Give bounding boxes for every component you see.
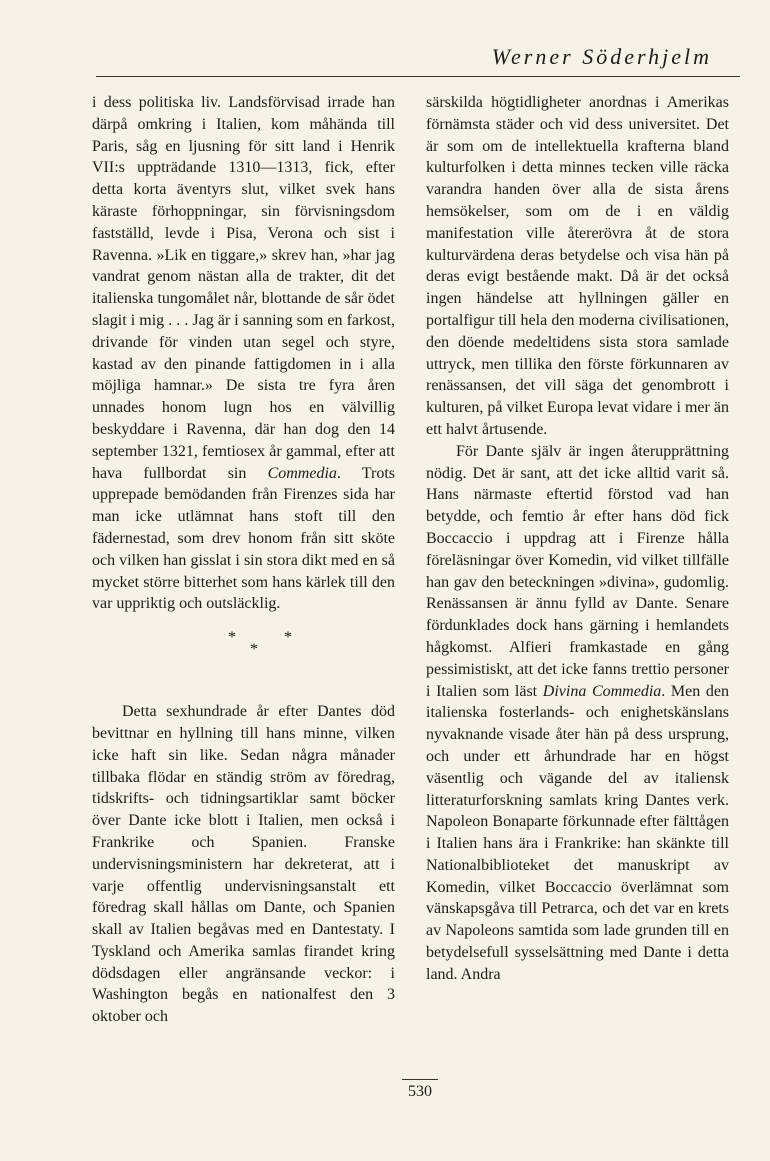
asterisk-3: * xyxy=(284,629,292,647)
left-paragraph-1: i dess politiska liv. Landsförvisad irrade han därpå omkring i Italien, kom måhända till Paris, såg en ljusning för sitt land i Henrik VII:s uppträdande 1310—1313, fick, efter detta korta äventyrs slut, vilket svek hans käraste förhoppningar, sin förvisningsdom fastställd, levde i Pisa, Verona och sist i Ravenna. »Lik en tiggare,» skrev han, »har jag vandrat genom nästan alla de trakter, dit det italienska tungomålet når, blottande de sår ödet slagit i mig . . . Jag är i sanning som en farkost, drivande för vinden utan segel och styre, kastad av den pinande fattigdomen in i alla möjliga hamnar.» De sista tre fyra åren unnades honom lugn hos en välvillig beskyddare i Ravenna, där han dog den 14 september 1321, femtiosex år gammal, efter att hava fullbordat sin Commedia. Trots upprepade bemödanden från Firenzes sida har man icke utlämnat hans stoft till den fädernestad, som drev honom från sitt sköte och vilken han gisslat i sin stora dikt med en så mycket större bitterhet som hans kärlek till den var uppriktig och outsläcklig. xyxy=(92,94,396,613)
page-number: 530 xyxy=(408,1083,432,1100)
footer-rule xyxy=(402,1079,438,1080)
right-paragraph-2: För Dante själv är ingen återupprättning nödig. Det är sant, att det icke alltid varit så. Hans närmaste eftertid förstod vad han betydde, och femtio år efter hans död fick Boccaccio i uppdrag att i Firenze hålla föreläsningar över Komedin, vid vilket tillfälle han gav den beteckningen »divina», gudomlig. Renässansen är ännu fylld av Dante. Senare fördunklades dock hans gärning i hemlandets hågkomst. Alfieri framkastade en gång pessimistiskt, att det icke fanns trettio personer i Italien som läst Divina Commedia. Men den italienska fosterlands- och enighetskänslans nyvaknande visade åter hän på dess ursprung, och under ett århundrade har en högst väsentlig och vägande del av italiensk litteraturforskning samlats kring Dantes verk. Napoleon Bonaparte förkunnade efter fälttågen i Italien hans ära i Frankrike: han skänkte till Nationalbiblioteket det manuskript av Komedin, vilket Boccaccio överlämnat som vänskapsgåva till Petrarca, och det var en krets av Napoleons samtida som lade grunden till en betydelsefull sysselsättning med Dante i detta land. Andra xyxy=(426,442,729,983)
asterisk-2: * xyxy=(250,641,258,659)
right-paragraph-1: särskilda högtidligheter anordnas i Amerikas förnämsta städer och vid dess universitet. Det är som om de intellektuella krafterna bland kulturfolken i detta minnes tecken ville räcka varandra handen över alla de sista årens hemsökelser, som om de i en väldig manifestation ville återerövra åt de stora kulturvärdena deras betydelse och visa hän på deras evigt bestående makt. Då är det också ingen händelse att hyllningen gäller en portalfigur till hela den moderna civilisationen, den döende medeltidens sista stora samlade uttryck, men tillika den förste förkunnaren av renässansen, det vill säga det genombrott i kulturen, på vilket Europa levat vidare i mer än ett halvt årtusende. xyxy=(426,94,729,438)
asterisk-1: * xyxy=(228,629,236,647)
left-column xyxy=(92,92,395,1028)
section-break-asterism xyxy=(92,625,395,667)
left-paragraph-2: Detta sexhundrade år efter Dantes död bevittnar en hyllning till hans minne, vilken icke haft sin like. Sedan några månader tillbaka flödar en ständig ström av föredrag, tidskrifts- och tidningsartiklar samt böcker över Dante icke blott i Italien, men också i Frankrike och Spanien. Franske undervisningsministern har dekreterat, att i varje offentlig undervisningsanstalt ett föredrag skall hållas om Dante, och Spanien skall av Italien begåvas med en Dantestaty. I Tyskland och Amerika samlas firandet kring dödsdagen eller angränsande veckor: i Washington begås en nationalfest den 3 oktober och xyxy=(92,703,395,1026)
commedia-title: Commedia xyxy=(267,464,337,482)
running-title: Werner Söderhjelm xyxy=(491,44,712,69)
divina-commedia-title: Divina Commedia xyxy=(542,682,662,700)
right-column xyxy=(426,92,729,986)
page-header xyxy=(96,36,740,77)
